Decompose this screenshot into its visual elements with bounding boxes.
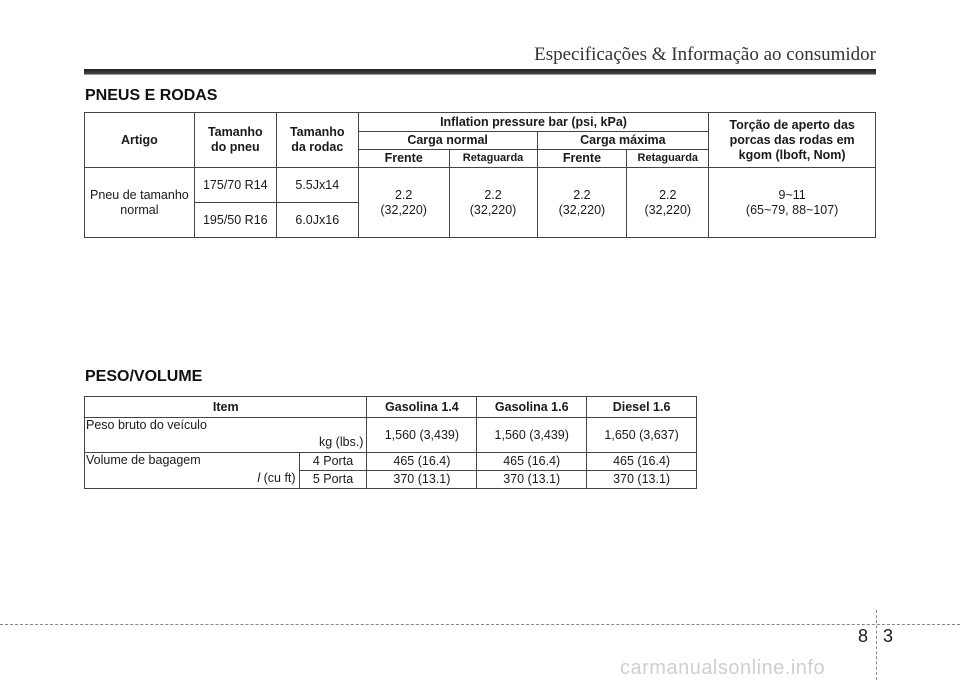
- cell-gross-diesel-16: 1,650 (3,637): [587, 418, 697, 453]
- cell-door5-label: 5 Porta: [299, 471, 367, 489]
- luggage-unit-text: (cu ft): [260, 471, 296, 485]
- cell-wheel-size-1: 5.5Jx14: [276, 168, 358, 203]
- header-rule: [84, 69, 876, 74]
- header-diesel-16: Diesel 1.6: [587, 397, 697, 418]
- luggage-unit: [257, 471, 295, 486]
- header-max-load: Carga máxima: [537, 132, 709, 150]
- cell-item-label: Pneu de tamanho normal: [85, 168, 195, 238]
- cell-max-front-units: (32,220): [558, 202, 606, 217]
- header-torque: Torção de aperto das porcas das rodas em kgom (lboft, Nom): [709, 113, 876, 168]
- cell-normal-rear-units: (32,220): [469, 202, 517, 217]
- header-item: Item: [85, 397, 367, 418]
- header-tire-size: Tamanho do pneu: [194, 113, 276, 168]
- tires-wheels-table: [84, 112, 876, 238]
- header-inflation-pressure: Inflation pressure bar (psi, kPa): [358, 113, 709, 132]
- cell-normal-front-value: 2.2: [394, 187, 413, 202]
- header-normal-load: Carga normal: [358, 132, 537, 150]
- cell-door4-gas-14: 465 (16.4): [367, 453, 477, 471]
- weight-section-title: PESO/VOLUME: [85, 368, 203, 385]
- cell-tire-size-1: 175/70 R14: [194, 168, 276, 203]
- cell-door4-gas-16: 465 (16.4): [477, 453, 587, 471]
- cell-max-rear: [627, 168, 709, 238]
- weight-volume-table: [84, 396, 697, 489]
- page-number: 3: [883, 626, 894, 646]
- footer-vertical-rule: [876, 610, 877, 680]
- cell-normal-rear-value: 2.2: [484, 187, 502, 202]
- cell-torque-value: 9~11: [778, 187, 806, 202]
- tires-section-title: PNEUS E RODAS: [85, 87, 218, 104]
- cell-normal-front: [358, 168, 449, 238]
- cell-door5-gas-14: 370 (13.1): [367, 471, 477, 489]
- header-artigo: Artigo: [85, 113, 195, 168]
- cell-luggage-label: [85, 453, 300, 489]
- cell-gross-weight-label: [85, 418, 367, 453]
- cell-normal-front-units: (32,220): [380, 202, 427, 217]
- header-max-rear: Retaguarda: [627, 150, 709, 168]
- luggage-unit-symbol: l: [257, 471, 261, 485]
- header-normal-rear: Retaguarda: [449, 150, 537, 168]
- cell-wheel-size-2: 6.0Jx16: [276, 203, 358, 238]
- gross-weight-label: Peso bruto do veículo: [86, 418, 207, 432]
- header-gasoline-16: Gasolina 1.6: [477, 397, 587, 418]
- cell-door4-diesel-16: 465 (16.4): [587, 453, 697, 471]
- cell-max-front: [537, 168, 627, 238]
- cell-gross-gas-14: 1,560 (3,439): [367, 418, 477, 453]
- header-max-front: Frente: [537, 150, 627, 168]
- watermark: carmanualsonline.info: [620, 657, 826, 679]
- cell-max-front-value: 2.2: [573, 187, 591, 202]
- footer-dashed-rule: [0, 624, 960, 625]
- cell-torque: [709, 168, 876, 238]
- cell-door5-diesel-16: 370 (13.1): [587, 471, 697, 489]
- cell-torque-units: (65~79, 88~107): [745, 202, 839, 217]
- cell-max-rear-units: (32,220): [644, 202, 692, 217]
- cell-door4-label: 4 Porta: [299, 453, 367, 471]
- luggage-label: Volume de bagagem: [86, 453, 201, 467]
- cell-normal-rear: [449, 168, 537, 238]
- gross-weight-unit: kg (lbs.): [319, 435, 364, 449]
- header-wheel-size: Tamanho da rodac: [276, 113, 358, 168]
- cell-tire-size-2: 195/50 R16: [194, 203, 276, 238]
- cell-gross-gas-16: 1,560 (3,439): [477, 418, 587, 453]
- cell-max-rear-value: 2.2: [659, 187, 677, 202]
- page-header-title: Especificações & Informação ao consumidor: [534, 44, 876, 65]
- header-normal-front: Frente: [358, 150, 449, 168]
- page-chapter-number: 8: [858, 626, 869, 646]
- cell-door5-gas-16: 370 (13.1): [477, 471, 587, 489]
- header-gasoline-14: Gasolina 1.4: [367, 397, 477, 418]
